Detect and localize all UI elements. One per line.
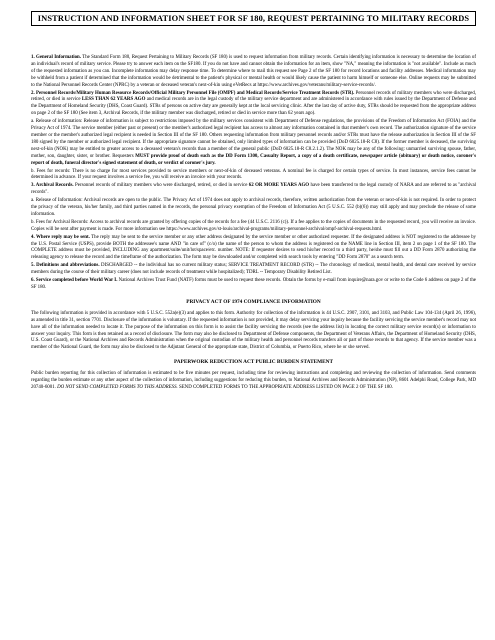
section-heading: 2. Personnel Records/Military Human Resource Records/Official Military Personnel File (OMPF) and Medical Records/Service Treatment Records (STR). — [31, 90, 355, 96]
privacy-act-heading: PRIVACY ACT OF 1974 COMPLIANCE INFORMATION — [186, 298, 321, 305]
section-heading: 4. Where reply may be sent. — [31, 234, 90, 240]
title-box — [31, 11, 476, 26]
subsection-fees-for-records: b. Fees for records: There is no charge for most services provided to service members or next-of-kin of deceased veterans. A nominal fee is charged for certain types of service. In most instances, service fees cannot be determined in advance. If your request involves a service fee, you will receive an invoice with your records. — [31, 168, 476, 181]
subsection-archival-release: a. Release of Information: Archival records are open to the public. The Privacy Act of 1974 does not apply to archival records, therefore, written authorization from the veteran or next-of-kin is not required. In order to protect the privacy of the veteran, his/her family, and third parties named in the records, the personal privacy exemption of the Freedom of Information Act (5 U.S.C. 552 (b)(6)) may still apply and may preclude the release of some information. — [31, 198, 476, 217]
section-text: Personnel records of military members who were discharged, retired, or died in service — [73, 183, 249, 189]
section-definitions — [31, 263, 476, 277]
section-text: Personnel records of military members who were discharged, retired, or died in service — [31, 90, 476, 103]
section-heading: 5. Definitions and abbreviations. — [31, 263, 100, 269]
section-general-information — [31, 55, 476, 90]
section-text: and medical records are in the legal custody of the military service department and are administered in accordance with rules issued by the Department of Defense and the Department of Homeland Security (DHS, Coast Guard). STRs of persons on active duty are generally kept at the local servicing clinic. After the last day of active duty, STRs should be requested from the appropriate address on page 2 of the SF 180 (See item 3, Archival Records, if the military member was discharged, retired or died in service more than 62 years ago). — [31, 97, 476, 117]
emphasis-text: MUST provide proof of death such as the DD Form 1300, Casualty Report, a copy of a death certificate, newspaper article (obituary) or death notice, coroner's report of death, funeral director's signed statement of death, or verdict of coroner's jury. — [31, 153, 476, 166]
burden-text: Public burden reporting for this collection of information is estimated to be five minutes per request, including time for reviewing instructions and completing and reviewing the collection of information. Send comments regarding the burden estimate or any other aspect of the collection of information, including suggestions for reducing this burden, to National Archives and Records Administration (NP), 8601 Adelphi Road, College Park, MD 20740-6001. — [31, 371, 476, 390]
section-personnel-records — [31, 91, 476, 119]
paperwork-reduction-heading: PAPERWORK REDUCTION ACT PUBLIC BURDEN STATEMENT — [173, 359, 334, 366]
instruction-sheet — [31, 11, 476, 393]
section-archival-records — [31, 183, 476, 197]
section-text: The Standard Form 180, Request Pertaining to Military Records (SF 180) is used to request information from military records. Certain identifying information is necessary to determine the location of an individual's record of military service. Please try to answer each item on the SF180. If you do not have and cannot obtain the information for an item, show "NA," meaning the information is "not available". Include as much of the requested information as you can. Incomplete information may delay response time. To determine where to mail this request see Page 2 of the SF 180 for record locations and facility addresses. Medical information may be withheld from a patient if determined that the information would be detrimental to the patient's physical or mental health or would likely cause the patient to harm himself or someone else. Online requests may be submitted to the National Personnel Records Center (NPRC) by a veteran or deceased veteran's next-of-kin using eVetRecs at https://www.archives.gov/veterans/military-service-records/. — [31, 55, 476, 88]
page-title: INSTRUCTION AND INFORMATION SHEET FOR SF 180, REQUEST PERTAINING TO MILITARY RECORDS — [37, 14, 470, 23]
paperwork-reduction-text — [31, 371, 476, 392]
emphasis-text: LESS THAN 62 YEARS AGO — [81, 97, 146, 103]
section-heading: 3. Archival Records. — [31, 183, 74, 189]
privacy-act-text: The following information is provided in accordance with 5 U.S.C. 552a(e)(3) and applies to this form. Authority for collection of the information is 44 U.S.C. 2907, 3101, and 3103, and Public Law 104-134 (April 26, 1996), as amended in title 31, section 7701. Disclosure of the information is voluntary. If the requested information is not provided, it may delay servicing your inquiry because the facility servicing the service member's record may not have all of the information needed to locate it. The purpose of the information on this form is to assist the facility servicing the records (see the address list) in locating the correct military service record(s) or information to answer your inquiry. This form is then retained as a record of disclosure. The form may also be disclosed to Department of Defense components, the Department of Veterans Affairs, the Department of Homeland Security (DHS, U.S. Coast Guard), or the National Archives and Records Administration when the original custodian of the military health and personnel records transfers all or part of those records to that agency. If the service member was a member of the National Guard, the form may also be disclosed to the Adjutant General of the appropriate state, District of Columbia, or Puerto Rico, where he or she served. — [31, 310, 476, 351]
section-heading: 6. Service completed before World War I. — [31, 278, 118, 284]
emphasis-text: 62 OR MORE YEARS AGO — [248, 183, 310, 189]
subsection-archival-fees: b. Fees for Archival Records: Access to archival records are granted by offering copies of the records for a fee (44 U.S.C. 2116 (c)). If a fee applies to the copies of documents in the requested record, you will receive an invoice. Copies will be sent after payment is made. For more information see https://www.archives.gov/st-louis/archival-programs/military-personnel-archival/ompf-archival-requests.html. — [31, 219, 476, 232]
section-text: National Archives Trust Fund (NATF) forms must be used to request these records. Obtain the forms by e-mail from inquire@nara.gov or write to the Code 6 address on page 2 of the SF 180. — [31, 278, 476, 290]
section-text: have been transferred to the legal custody of NARA and are referred to as "archival records". — [31, 183, 477, 196]
section-before-wwi — [31, 278, 476, 292]
subsection-text: a. Release of information: Release of information is subject to restrictions imposed by the military services consistent with Department of Defense regulations, the provisions of the Freedom of Information Act (FOIA) and the Privacy Act of 1974. The service member (either past or present) or the member's authorized legal recipient has access to almost any information contained in that member's own record. The authorization signature of the service member or the member's authorized legal recipient is needed in Section III of the SF 180. Others requesting information from military personnel records and/or STRs must have the release authorization in Section III of the SF 180 signed by the member or authorized legal recipient. If the appropriate signature cannot be obtained, only limited types of information can be provided (DoD 6025.18-R C8). If the former member is deceased, the surviving next-of-kin (NOK) may be entitled to greater access to a deceased veteran's records than a member of the general public (DoD 6025.18-R C8.2.1.2). The NOK may be any of the following: unmarried surviving spouse, father, mother, son, daughter, sister, or brother. Requesters — [31, 119, 476, 159]
section-text: The reply may be sent to the service member or any other address designated by the service member or other authorized requester. If the designated address is NOT registered to the addressee by the U.S. Postal Service (USPS), provide BOTH the addressee's name AND "in care of" (c/o) the name of the person to whom the address is registered on the NAME line in Section III, item 2 on page 1 of the SF 180. The COMPLETE address must be provided, INCLUDING any apartment/suite/unit/lot/space/etc. number. NOTE: If requester desires to send his/her record to a third party, he/she must fill out a DD Form 2870 authorizing the releasing agency to release the record and the timeframe of the authorization. The form may be downloaded and/or completed with search tools by entering "DD Form 2870" as a search term. — [31, 234, 476, 261]
section-text: DISCHARGED -- the individual has no current military status; SERVICE TREATMENT RECORD (STR) -- The chronology of medical, mental health, and dental care received by service members during the course of their military career (does not include records of treatment while hospitalized); TDRL -- Temporary Disability Retired List. — [31, 263, 477, 276]
do-not-send-notice: DO NOT SEND COMPLETED FORMS TO THIS ADDRESS. — [57, 384, 178, 390]
document-body — [31, 55, 476, 392]
section-heading: 1. General Information. — [31, 55, 81, 60]
section-where-reply-sent — [31, 235, 476, 263]
send-forms-notice: SEND COMPLETED FORMS TO THE APPROPRIATE ADDRESS LISTED ON PAGE 2 OF THE SF 180. — [177, 384, 393, 390]
subsection-release-of-information — [31, 119, 476, 167]
